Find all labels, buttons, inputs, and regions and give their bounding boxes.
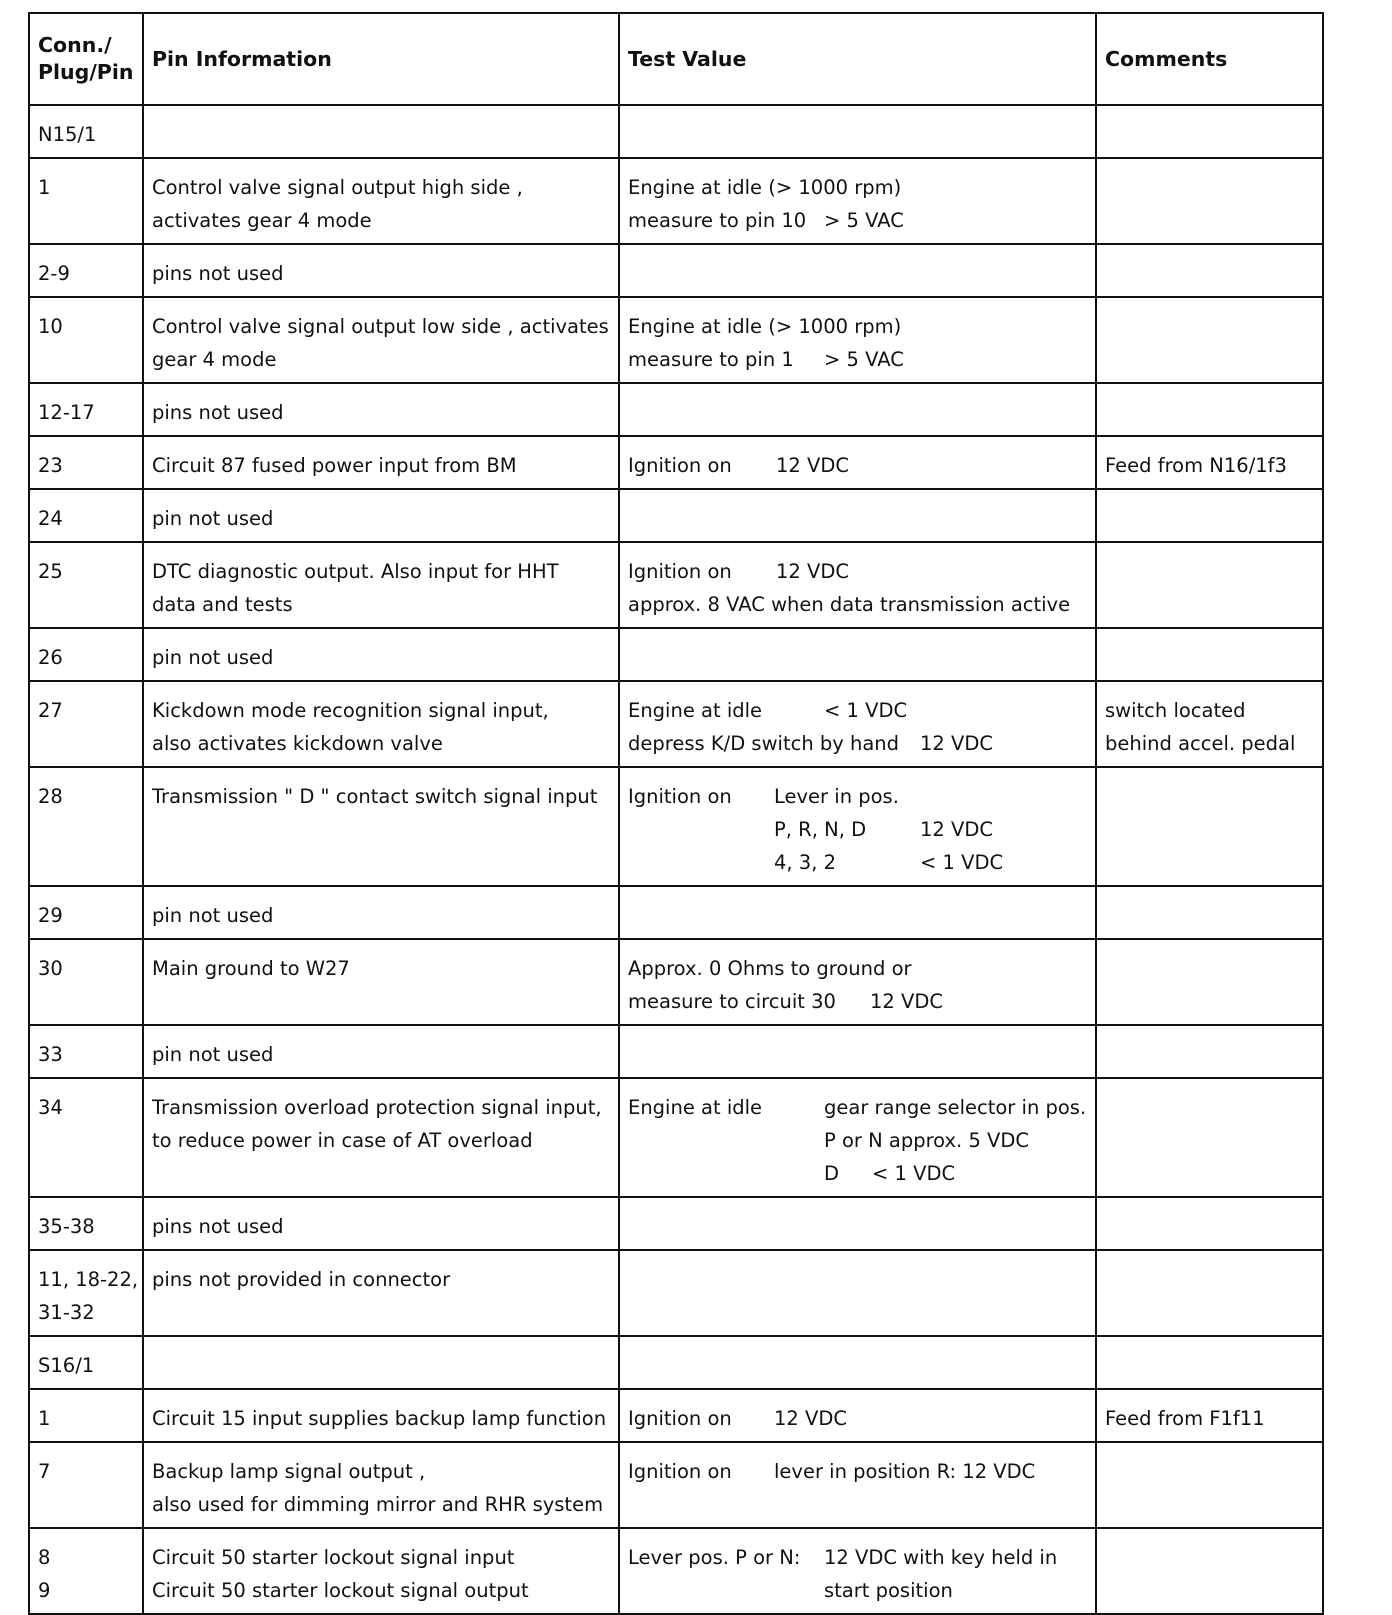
table-row (29, 489, 1323, 542)
section-row (29, 105, 1323, 158)
table-row (29, 542, 1323, 628)
table-row (29, 1197, 1323, 1250)
comment-cell (1096, 939, 1323, 1025)
table-row (29, 1078, 1323, 1197)
pin-cell: 29 (29, 886, 143, 939)
test-value-cell: Ignition on lever in position R: 12 VDC (619, 1442, 1096, 1528)
pin-info-cell: Circuit 87 fused power input from BM (143, 436, 619, 489)
test-value-cell: Engine at idle < 1 VDC depress K/D switch by hand 12 VDC (619, 681, 1096, 767)
pin-cell: 2-9 (29, 244, 143, 297)
table-row (29, 158, 1323, 244)
table-row (29, 1025, 1323, 1078)
test-value-cell: Approx. 0 Ohms to ground or measure to circuit 30 12 VDC (619, 939, 1096, 1025)
comment-cell: Feed from N16/1f3 (1096, 436, 1323, 489)
pin-info-cell: Kickdown mode recognition signal input, also activates kickdown valve (143, 681, 619, 767)
test-value-cell: Lever pos. P or N: 12 VDC with key held in start position (619, 1528, 1096, 1614)
header-test-value: Test Value (619, 13, 1096, 105)
pin-info-cell: pin not used (143, 628, 619, 681)
header-row (29, 13, 1323, 105)
pin-info-cell: pin not used (143, 1025, 619, 1078)
pin-cell: 12-17 (29, 383, 143, 436)
comment-cell (1096, 158, 1323, 244)
pin-cell: 27 (29, 681, 143, 767)
pin-cell: 10 (29, 297, 143, 383)
pin-cell: 7 (29, 1442, 143, 1528)
pin-info-cell: pins not used (143, 244, 619, 297)
table-row (29, 383, 1323, 436)
test-value-cell: Engine at idle gear range selector in pos. P or N approx. 5 VDC D < 1 VDC (619, 1078, 1096, 1197)
pin-table-page (28, 12, 1322, 1615)
pin-cell: 35-38 (29, 1197, 143, 1250)
pin-info-cell: pins not used (143, 1197, 619, 1250)
table-row (29, 297, 1323, 383)
comment-cell: Feed from F1f11 (1096, 1389, 1323, 1442)
pin-cell: 33 (29, 1025, 143, 1078)
table-row (29, 628, 1323, 681)
comment-cell (1096, 767, 1323, 886)
pin-cell: N15/1 (29, 105, 143, 158)
table-row (29, 1442, 1323, 1528)
comment-cell: switch located behind accel. pedal (1096, 681, 1323, 767)
pin-table (28, 12, 1324, 1615)
pin-cell: 26 (29, 628, 143, 681)
pin-cell: 28 (29, 767, 143, 886)
pin-info-cell: pins not provided in connector (143, 1250, 619, 1336)
pin-info-cell: pin not used (143, 489, 619, 542)
pin-info-cell: Control valve signal output low side , activates gear 4 mode (143, 297, 619, 383)
comment-cell (1096, 1442, 1323, 1528)
comment-cell (1096, 1528, 1323, 1614)
pin-info-cell: Backup lamp signal output , also used for dimming mirror and RHR system (143, 1442, 619, 1528)
test-value-cell: Ignition on 12 VDC (619, 436, 1096, 489)
pin-info-cell: DTC diagnostic output. Also input for HHT data and tests (143, 542, 619, 628)
pin-cell: 30 (29, 939, 143, 1025)
pin-cell: 34 (29, 1078, 143, 1197)
table-row (29, 1250, 1323, 1336)
test-value-cell: Ignition on 12 VDC approx. 8 VAC when data transmission active (619, 542, 1096, 628)
pin-info-cell: Control valve signal output high side , activates gear 4 mode (143, 158, 619, 244)
pin-cell: 11, 18-22, 31-32 (29, 1250, 143, 1336)
section-row (29, 1336, 1323, 1389)
pin-info-cell: Circuit 50 starter lockout signal input Circuit 50 starter lockout signal output (143, 1528, 619, 1614)
pin-cell: 1 (29, 158, 143, 244)
table-row (29, 681, 1323, 767)
test-value-cell: Ignition on 12 VDC (619, 1389, 1096, 1442)
pin-info-cell: pins not used (143, 383, 619, 436)
header-comments: Comments (1096, 13, 1323, 105)
pin-cell: 25 (29, 542, 143, 628)
pin-info-cell: Transmission overload protection signal input, to reduce power in case of AT overload (143, 1078, 619, 1197)
table-row (29, 767, 1323, 886)
table-row (29, 886, 1323, 939)
pin-cell: 8 9 (29, 1528, 143, 1614)
test-value-cell: Engine at idle (> 1000 rpm) measure to pin 10 > 5 VAC (619, 158, 1096, 244)
pin-info-cell: Transmission " D " contact switch signal input (143, 767, 619, 886)
pin-info-cell: Main ground to W27 (143, 939, 619, 1025)
comment-cell (1096, 297, 1323, 383)
header-pin-information: Pin Information (143, 13, 619, 105)
pin-cell: 1 (29, 1389, 143, 1442)
pin-cell: 24 (29, 489, 143, 542)
comment-cell (1096, 1078, 1323, 1197)
table-row (29, 244, 1323, 297)
test-value-cell: Ignition on Lever in pos. P, R, N, D 12 VDC 4, 3, 2 < 1 VDC (619, 767, 1096, 886)
table-row (29, 436, 1323, 489)
table-row (29, 939, 1323, 1025)
table-row (29, 1528, 1323, 1614)
comment-cell (1096, 542, 1323, 628)
pin-cell: 23 (29, 436, 143, 489)
pin-info-cell: pin not used (143, 886, 619, 939)
test-value-cell: Engine at idle (> 1000 rpm) measure to pin 1 > 5 VAC (619, 297, 1096, 383)
table-row (29, 1389, 1323, 1442)
header-conn-plug-pin: Conn./ Plug/Pin (29, 13, 143, 105)
pin-cell: S16/1 (29, 1336, 143, 1389)
pin-info-cell: Circuit 15 input supplies backup lamp function (143, 1389, 619, 1442)
